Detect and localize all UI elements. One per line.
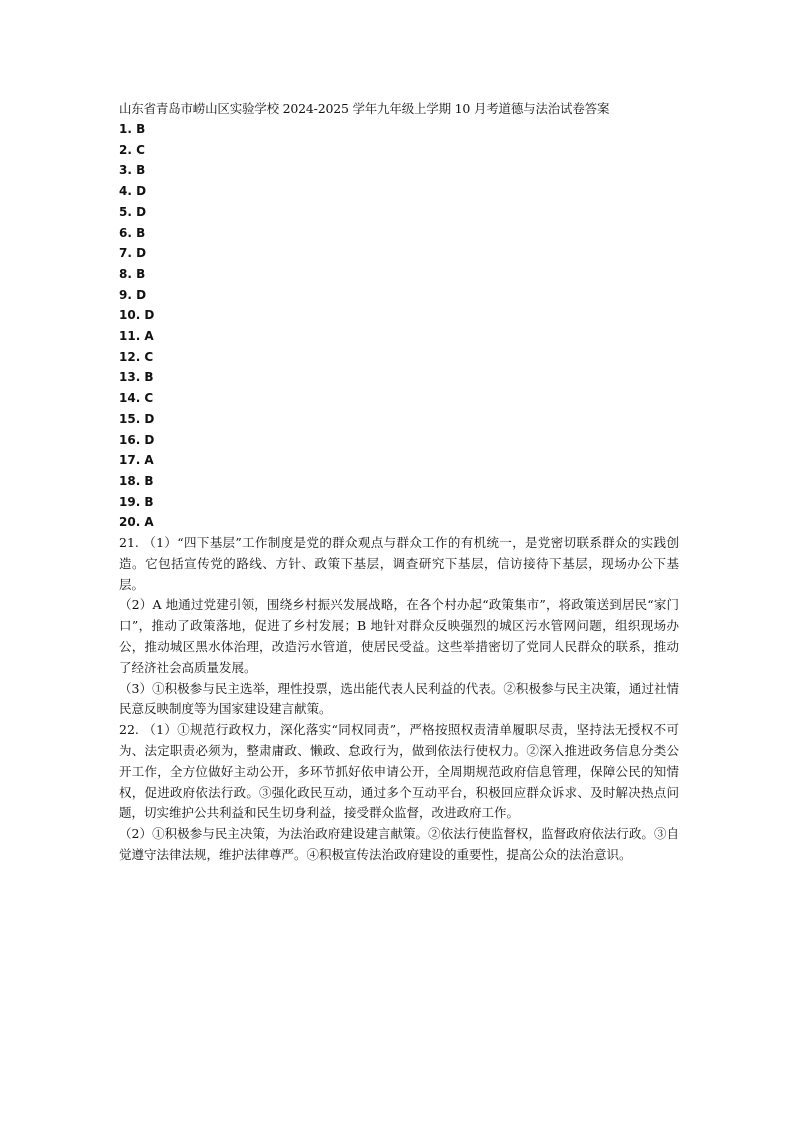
- answer-item: 9. D: [119, 287, 147, 302]
- answer-sheet: [119, 98, 679, 866]
- answer-item: 17. A: [119, 453, 154, 468]
- answer-list: [119, 119, 679, 533]
- answer-item: 19. B: [119, 494, 154, 509]
- answer-item: 7. D: [119, 246, 147, 261]
- document-title: 山东省青岛市崂山区实验学校 2024-2025 学年九年级上学期 10 月考道德与法治试卷答案: [119, 101, 610, 116]
- answer-item: 5. D: [119, 204, 147, 219]
- answer-21-part-3: （3）①积极参与民主选举，理性投票，选出能代表人民利益的代表。②积极参与民主决策，通过社情民意反映制度等为国家建设建言献策。: [119, 680, 679, 717]
- answer-item: 13. B: [119, 370, 154, 385]
- answer-22-part-2: （2）①积极参与民主决策，为法治政府建设建言献策。②依法行使监督权，监督政府依法行政。③自觉遵守法律法规，维护法律尊严。④积极宣传法治政府建设的重要性，提高公众的法治意识。: [119, 826, 679, 863]
- answer-22-part-1: 22. （1）①规范行政权力，深化落实“同权同责”，严格按照权责清单履职尽责，坚持法无授权不可为、法定职责必须为，整肃庸政、懒政、怠政行为，做到依法行使权力。②深入推进政务信息分类公开工作，全方位做好主动公开，多环节抓好依申请公开，全周期规范政府信息管理，保障公民的知情权，促进政府依法行政。③强化政民互动，通过多个互动平台，积极回应群众诉求、及时解决热点问题，切实维护公共利益和民生切身利益，接受群众监督，改进政府工作。: [119, 722, 679, 821]
- answer-item: 20. A: [119, 515, 154, 530]
- answer-item: 14. C: [119, 391, 154, 406]
- answer-item: 4. D: [119, 184, 147, 199]
- answer-item: 3. B: [119, 163, 146, 178]
- answer-item: 2. C: [119, 142, 145, 157]
- answer-item: 8. B: [119, 266, 146, 281]
- answer-item: 12. C: [119, 349, 154, 364]
- answer-item: 6. B: [119, 225, 146, 240]
- answer-21-part-2: （2）A 地通过党建引领，围绕乡村振兴发展战略，在各个村办起“政策集市”，将政策送到居民“家门口”，推动了政策落地，促进了乡村发展；B 地针对群众反映强烈的城区污水管网问题，组织现场办公，推动城区黑水体治理，改造污水管道，使居民受益。这些举措密切了党同人民群众的联系，推动了经济社会高质量发展。: [119, 597, 679, 675]
- answer-item: 18. B: [119, 473, 154, 488]
- answer-item: 15. D: [119, 411, 155, 426]
- answer-item: 1. B: [119, 122, 146, 136]
- answer-21-part-1: 21. （1）“四下基层”工作制度是党的群众观点与群众工作的有机统一，是党密切联系群众的实践创造。它包括宣传党的路线、方针、政策下基层，调查研究下基层，信访接待下基层，现场办公下基层。: [119, 535, 679, 592]
- answer-item: 11. A: [119, 329, 154, 344]
- answer-item: 16. D: [119, 432, 155, 447]
- answer-item: 10. D: [119, 308, 155, 323]
